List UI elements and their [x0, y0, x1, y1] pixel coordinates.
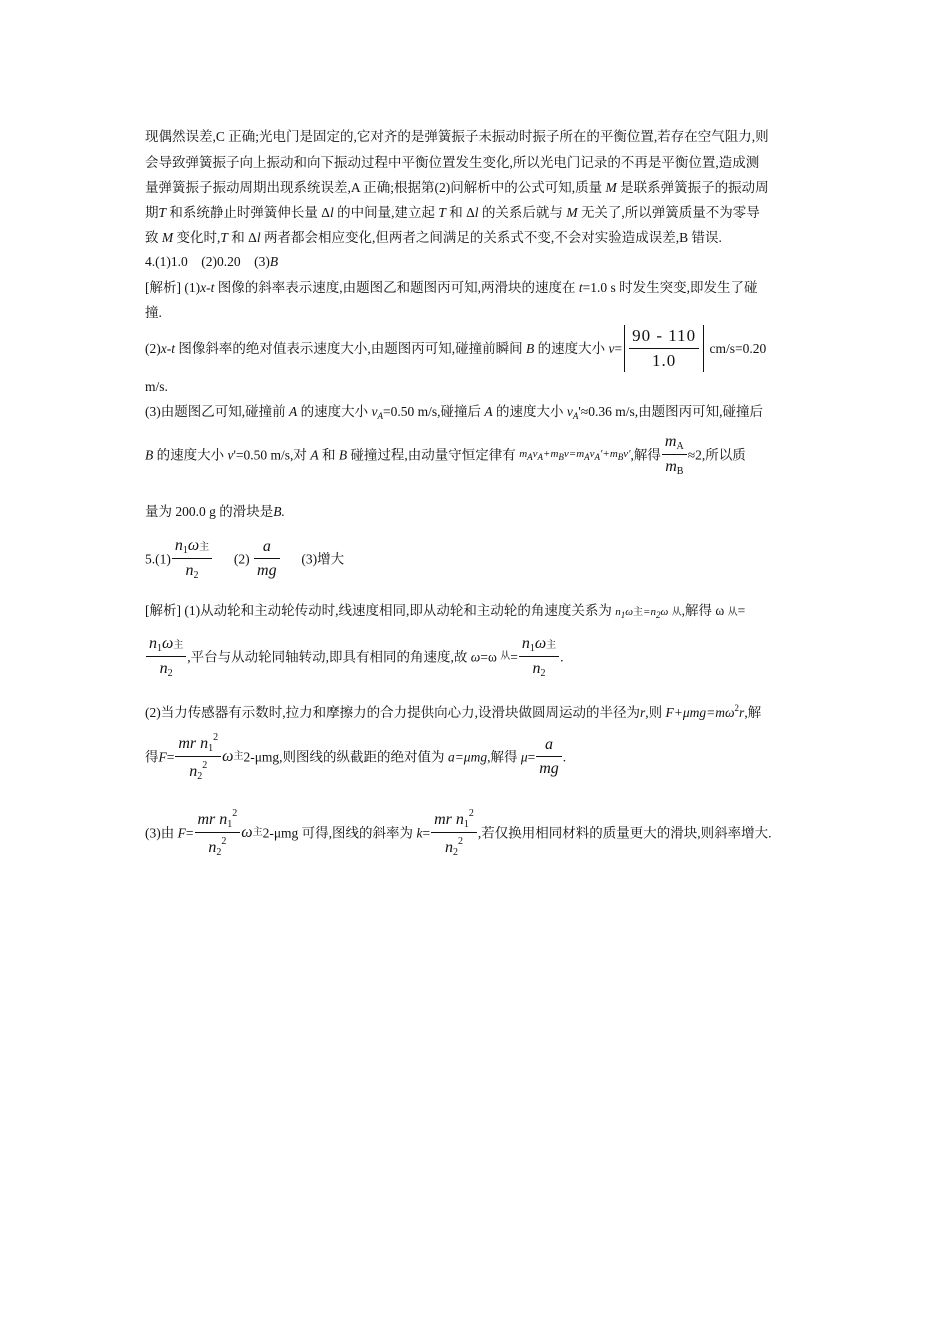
analysis-4-2: (2)x-t 图像斜率的绝对值表示速度大小,由题图丙可知,碰撞前瞬间 B 的速度大小 v= $\frac{90 - 110}{1.0}$ cm/s=0.20	[145, 325, 766, 372]
text: 的中间量,建立起	[337, 205, 435, 220]
text: 无关了,所以弹簧质量不为零导	[580, 205, 760, 220]
analysis-4-3c: 量为 200.0 g 的滑块是B.	[145, 504, 285, 519]
text: '≈0.36 m/s,由题图丙可知,碰撞后	[578, 404, 763, 419]
fraction-mr-n1sq-n2sq-2: $\frac{mr n_1^2}{n_2^2}$	[195, 808, 241, 858]
text: 得	[145, 749, 159, 765]
analysis-5-1b: $\frac{n_1\omega 主}{n_2}$ ,平台与从动轮同轴转动,即具有相同的角速度,故 ω=ω 从= $\frac{n_1\omega 主}{n_2}$ .	[145, 635, 564, 679]
text: (2)当力传感器有示数时,拉力和摩擦力的合力提供向心力,设滑块做圆周运动的半径为	[145, 705, 640, 720]
text: 图像斜率的绝对值表示速度大小,由题图丙可知,碰撞前瞬间	[178, 340, 523, 356]
analysis-4-1b	[145, 306, 162, 320]
text: 的速度大小	[496, 404, 564, 419]
text: (3)由题图乙可知,碰撞前	[145, 404, 286, 419]
analysis-4-3: (3)由题图乙可知,碰撞前 A 的速度大小 $v_A=0.50$ m/s,碰撞后 A 的速度大小 $v_A'\approx 0.36$ m/s,由题图丙可知,碰撞后	[145, 404, 763, 421]
text: ,解得	[630, 447, 661, 463]
denominator: 1.0	[629, 348, 699, 371]
text: B	[269, 254, 279, 269]
text: 变化时,	[176, 230, 221, 245]
numerator: 90 - 110	[632, 326, 697, 345]
text: 和 Δ	[449, 205, 475, 220]
text: 碰撞过程,由动量守恒定律有	[350, 447, 516, 463]
text: 和 Δ	[231, 230, 257, 245]
text: ,若仅换用相同材料的质量更大的滑块,则斜率增大.	[477, 825, 772, 841]
text: (2)	[233, 551, 250, 567]
answer-5	[145, 537, 344, 581]
fraction-n1-omega: $\frac{n_1\omega 主}{n_2}$	[172, 537, 212, 581]
text: 和系统静止时弹簧伸长量 Δ	[169, 205, 330, 220]
text: 图像的斜率表示速度,由题图乙和题图丙可知,两滑块的速度在	[217, 280, 576, 295]
text-line-1	[145, 130, 769, 144]
analysis-5-2b: 得F= $\frac{mr n_1^2}{n_2^2}$ ω主2-μmg,则图线的纵截距的绝对值为 a=μmg,解得 μ= $\frac{a}{mg}$ .	[145, 732, 567, 782]
analysis-5-2: (2)当力传感器有示数时,拉力和摩擦力的合力提供向心力,设滑块做圆周运动的半径为r,则 $F+\mu mg=m\omega^2r$,解	[145, 703, 762, 720]
text: 两者都会相应变化,但两者之间满足的关系式不变,不会对实验造成误差,B 错误.	[263, 230, 722, 245]
absolute-value	[624, 325, 704, 372]
text: ,则	[645, 705, 663, 720]
fraction-a-mg-2: $\frac{a}{mg}$	[536, 736, 562, 777]
text: 期	[145, 205, 159, 220]
fraction-n1-omega: $\frac{n_1\omega 主}{n_2}$	[146, 635, 186, 679]
text: (2)	[145, 340, 161, 356]
text: 现偶然误差,C 正确;光电门是固定的,它对齐的是弹簧振子未振动时振子所在的平衡位置,若存在空气阻力,则	[145, 129, 769, 144]
text: 2-μmg 可得,图线的斜率为	[262, 825, 414, 841]
text: 会导致弹簧振子向上振动和向下振动过程中平衡位置发生变化,所以光电门记录的不再是平衡位置,造成测	[145, 155, 760, 170]
text-line-3: 量弹簧振子振动周期出现系统误差,A 正确;根据第(2)问解析中的公式可知,质量 M 是联系弹簧振子的振动周	[145, 180, 769, 195]
analysis-5-1: [解析] (1)从动轮和主动轮传动时,线速度相同,即从动轮和主动轮的角速度关系为 $n_1\omega$主$=n_2\omega$ 从,解得 ω 从=	[145, 603, 746, 620]
text: (3)由	[145, 825, 175, 841]
text: ,解得	[487, 749, 518, 765]
fraction	[629, 327, 699, 370]
analysis-5-3: (3)由 F= $\frac{mr n_1^2}{n_2^2}$ ω主2-μmg 可得,图线的斜率为 k= $\frac{mr n_1^2}{n_2^2}$ ,若仅换用相同材料的质量更大的滑块,则斜率增大.	[145, 808, 772, 858]
text: 量为 200.0 g 的滑块是	[145, 504, 274, 519]
text: ,解得 ω	[681, 603, 725, 618]
text: (3)增大	[301, 551, 345, 567]
text: 4.(1)1.0 (2)0.20 (3)	[145, 254, 270, 269]
text: '=0.50 m/s,对	[233, 447, 307, 463]
text: [解析] (1)	[145, 280, 201, 295]
fraction-slope-k: $\frac{mr n_1^2}{n_2^2}$	[431, 808, 477, 858]
text: =1.0 s 时发生突变,即发生了碰	[582, 280, 758, 295]
text: m/s.	[145, 379, 168, 394]
text: 2-μmg,则图线的纵截距的绝对值为	[243, 749, 445, 765]
text: 5.(1)	[145, 551, 171, 567]
fraction-mr-n1sq-n2sq: $\frac{mr n_1^2}{n_2^2}$	[175, 732, 221, 782]
text-line-2	[145, 156, 759, 170]
fraction-mass-ratio: $\frac{m_A}{m_B}$	[662, 433, 687, 477]
text: [解析] (1)从动轮和主动轮传动时,线速度相同,即从动轮和主动轮的角速度关系为	[145, 603, 612, 618]
text: 量弹簧振子振动周期出现系统误差,A 正确;根据第(2)问解析中的公式可知,质量	[145, 180, 603, 195]
text: 的速度大小	[537, 340, 606, 356]
text-line-5: 致 M 变化时,T 和 Δl 两者都会相应变化,但两者之间满足的关系式不变,不会对实验造成误差,B 错误.	[145, 230, 722, 245]
text: ,平台与从动轮同轴转动,即具有相同的角速度,故	[187, 649, 468, 665]
text: 和	[321, 447, 336, 463]
text: cm/s=0.20	[709, 340, 767, 356]
fraction-a-mg: $\frac{a}{mg}$	[254, 538, 280, 579]
text: 是联系弹簧振子的振动周	[620, 180, 769, 195]
text: ,解	[744, 705, 762, 720]
analysis-4-3b: B 的速度大小 v'=0.50 m/s,对 A 和 B 碰撞过程,由动量守恒定律有 $m_Av_A+m_Bv=m_Av_A'+m_Bv'$,解得 $\frac{m_A}{m_B}$ ≈2,所以质	[145, 433, 746, 477]
text: 的关系后就与	[481, 205, 563, 220]
answer-4	[145, 255, 278, 269]
text: 致	[145, 230, 159, 245]
analysis-4-1: [解析] (1)x-t 图像的斜率表示速度,由题图乙和题图丙可知,两滑块的速度在 t=1.0 s 时发生突变,即发生了碰	[145, 280, 758, 295]
text: 的速度大小	[156, 447, 225, 463]
text: 撞.	[145, 305, 162, 320]
fraction-n1-omega-2: $\frac{n_1\omega 主}{n_2}$	[519, 635, 559, 679]
text-line-4: 期T 和系统静止时弹簧伸长量 Δl 的中间量,建立起 T 和 Δl 的关系后就与 M 无关了,所以弹簧质量不为零导	[145, 205, 760, 220]
text: ≈2,所以质	[687, 447, 746, 463]
analysis-4-2b	[145, 380, 168, 394]
text: 的速度大小	[300, 404, 369, 419]
text: =0.50 m/s,碰撞后	[383, 404, 481, 419]
